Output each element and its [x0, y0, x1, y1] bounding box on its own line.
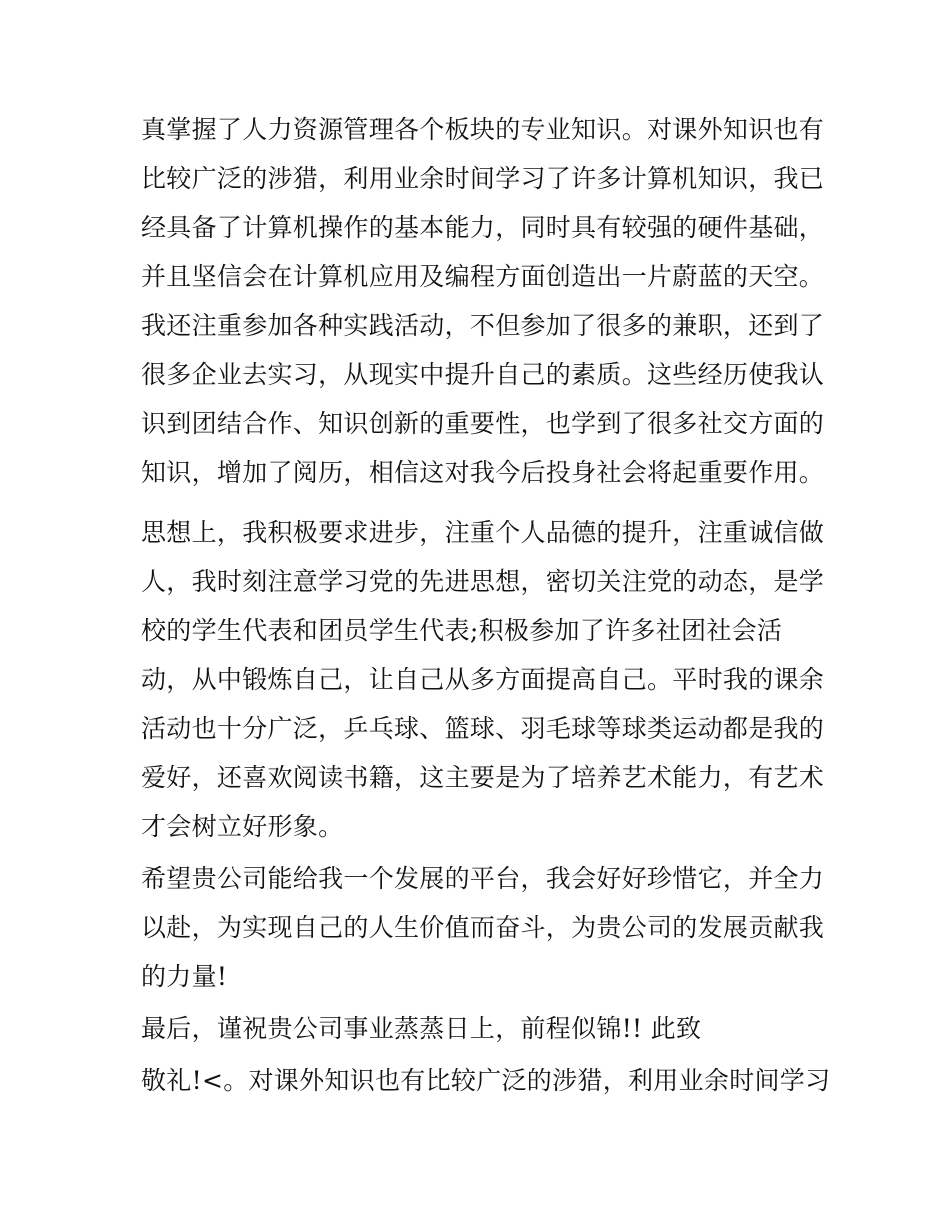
text-line: 思想上，我积极要求进步，注重个人品德的提升，注重诚信做 [141, 518, 825, 547]
text-line: 并且坚信会在计算机应用及编程方面创造出一片蔚蓝的天空。 [141, 262, 825, 291]
text-line: 才会树立好形象。 [141, 812, 344, 841]
text-line: 我还注重参加各种实践活动，不但参加了很多的兼职，还到了 [141, 311, 825, 340]
text-line: 识到团结合作、知识创新的重要性，也学到了很多社交方面的 [141, 409, 825, 438]
text-line: 活动也十分广泛，乒乓球、篮球、羽毛球等球类运动都是我的 [141, 714, 825, 743]
text-line: 很多企业去实习，从现实中提升自己的素质。这些经历使我认 [141, 360, 825, 389]
text-line: 比较广泛的涉猎，利用业余时间学习了许多计算机知识，我已 [141, 164, 825, 193]
text-line: 真掌握了人力资源管理各个板块的专业知识。对课外知识也有 [141, 115, 825, 144]
text-line: 人，我时刻注意学习党的先进思想，密切关注党的动态，是学 [141, 567, 825, 596]
text-line: 以赴，为实现自己的人生价值而奋斗，为贵公司的发展贡献我 [141, 913, 825, 942]
text-line: 校的学生代表和团员学生代表;积极参加了许多社团社会活 [141, 616, 783, 645]
text-line: 爱好，还喜欢阅读书籍，这主要是为了培养艺术能力，有艺术 [141, 763, 825, 792]
text-line: 知识，增加了阅历，相信这对我今后投身社会将起重要作用。 [141, 458, 825, 487]
text-line: 敬礼!<。对课外知识也有比较广泛的涉猎，利用业余时间学习 [141, 1066, 831, 1095]
text-line: 希望贵公司能给我一个发展的平台，我会好好珍惜它，并全力 [141, 864, 825, 893]
text-line: 经具备了计算机操作的基本能力，同时具有较强的硬件基础， [141, 213, 825, 242]
text-line: 最后，谨祝贵公司事业蒸蒸日上，前程似锦!! 此致 [141, 1014, 702, 1043]
text-line: 动，从中锻炼自己，让自己从多方面提高自己。平时我的课余 [141, 665, 825, 694]
text-line: 的力量! [141, 962, 228, 991]
